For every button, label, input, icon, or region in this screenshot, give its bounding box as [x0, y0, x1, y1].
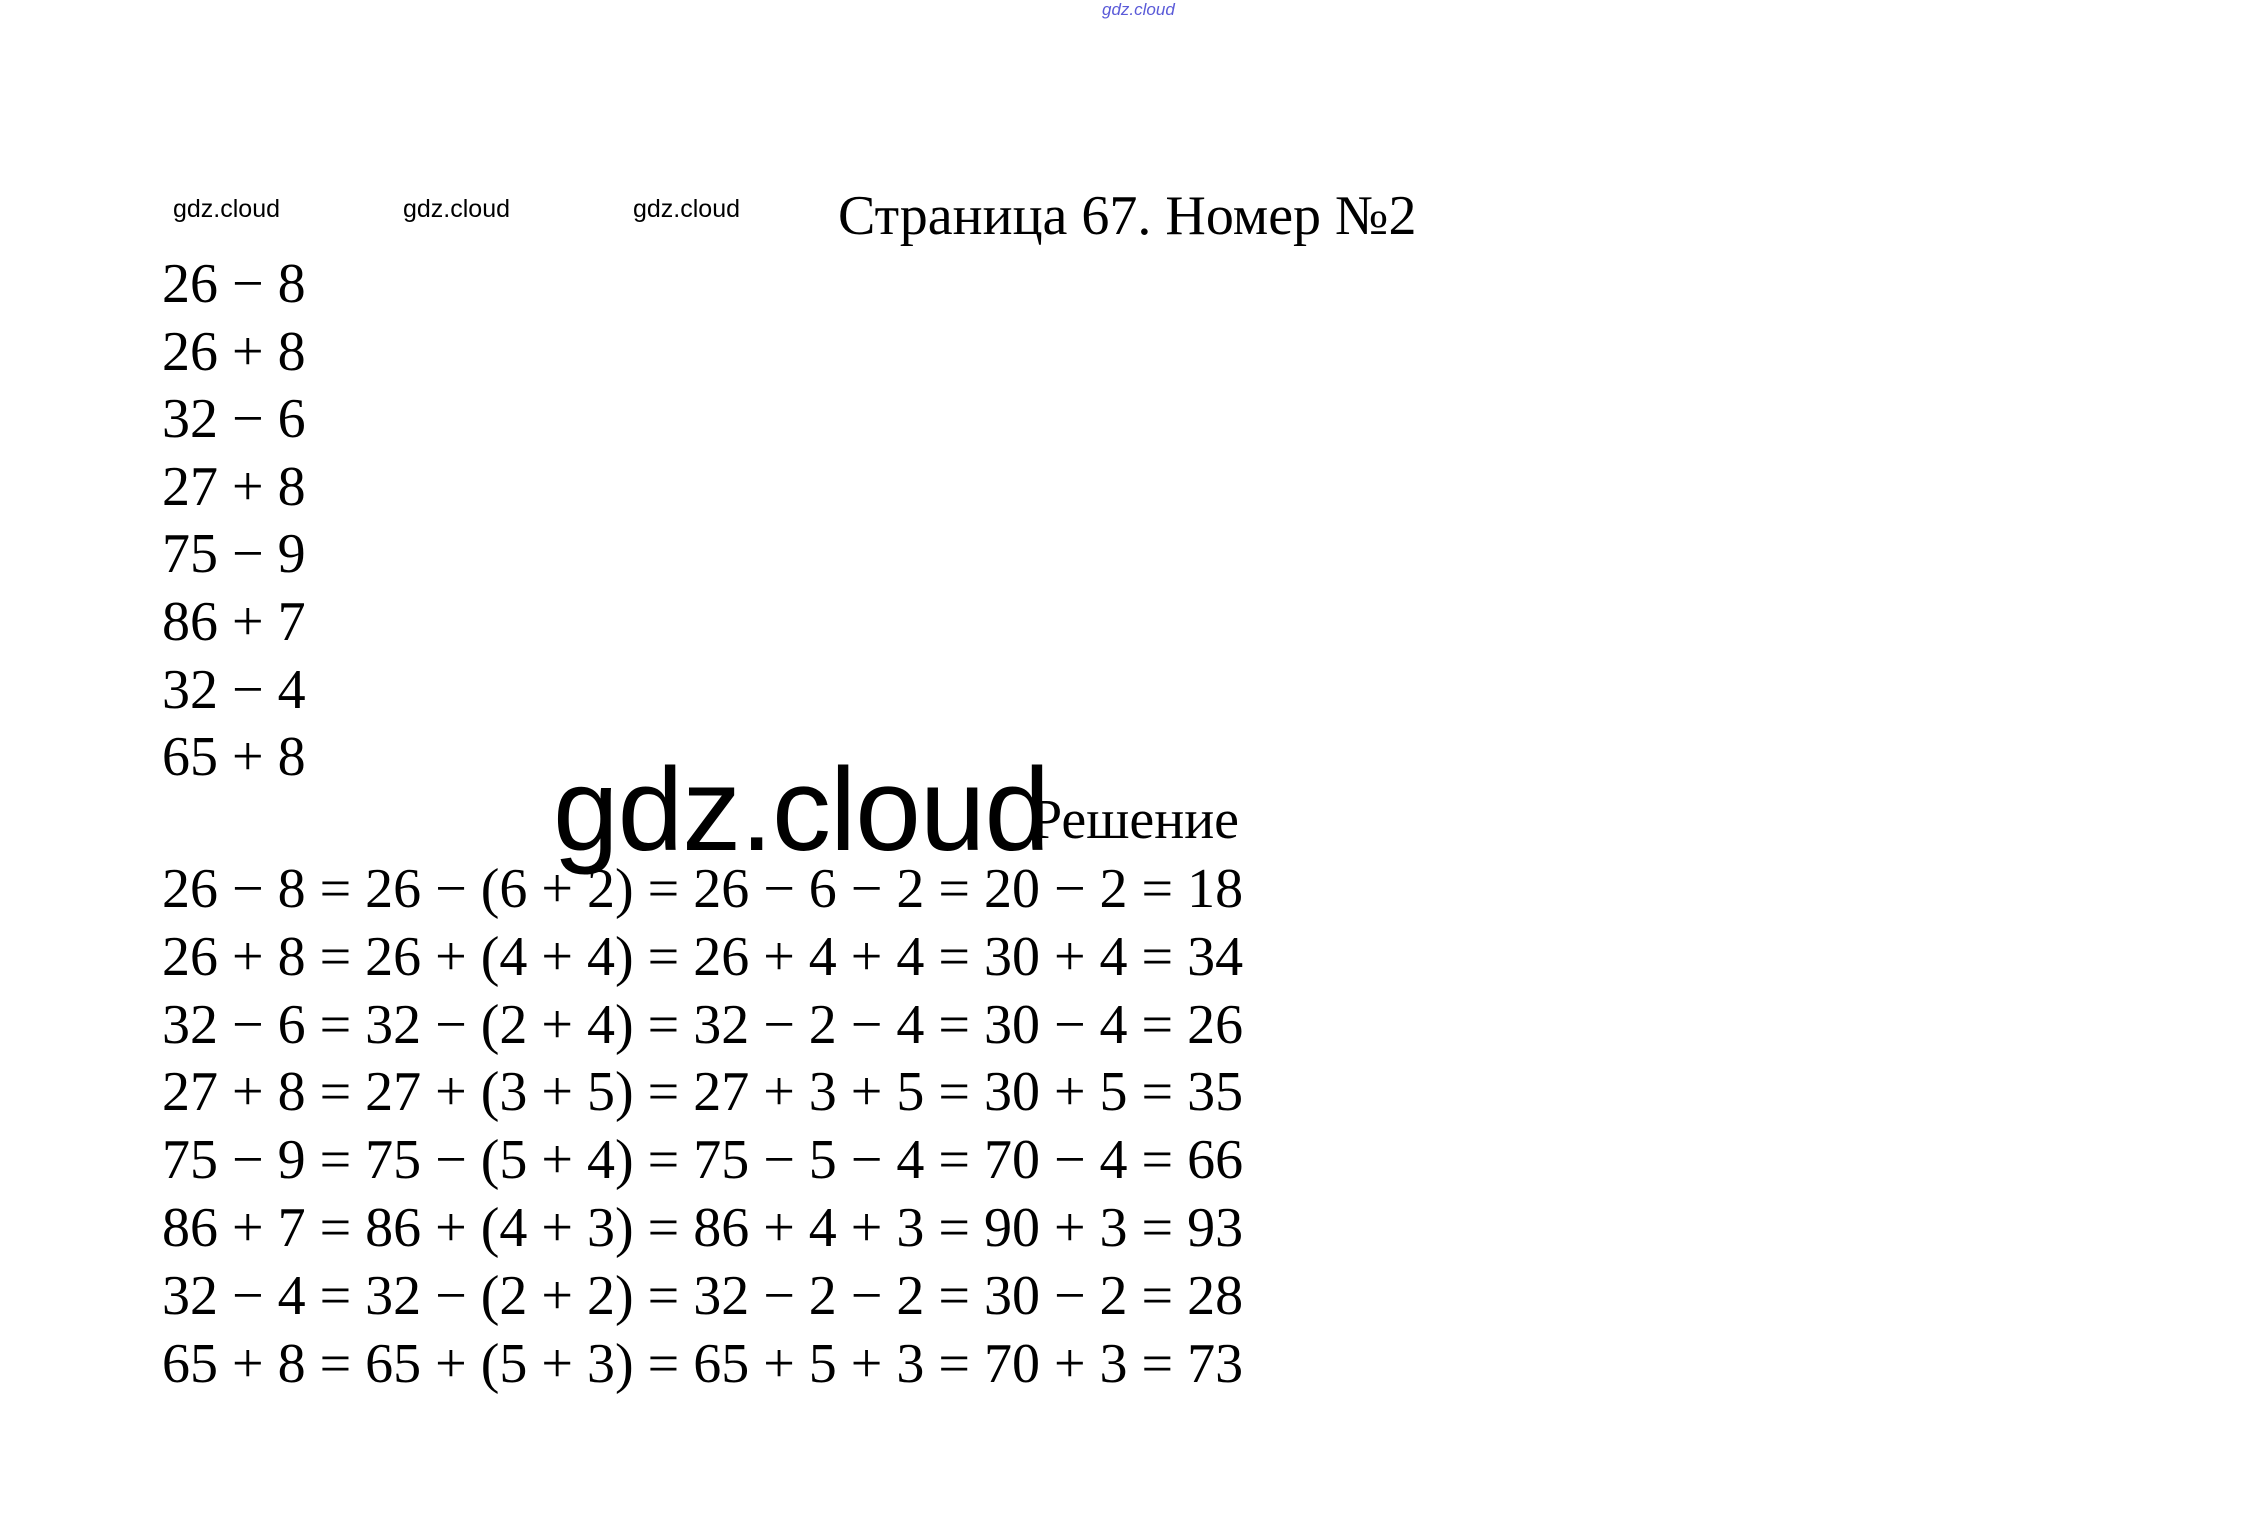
watermark-small-1: gdz.cloud: [173, 195, 281, 223]
solution-heading: Решение: [1031, 789, 1240, 851]
task-expression: 26 + 8: [162, 320, 306, 383]
task-expression: 65 + 8: [162, 726, 306, 789]
solution-line: 32 − 6 = 32 − (2 + 4) = 32 − 2 − 4 = 30 − 4 = 26: [162, 993, 1244, 1056]
solution-line: 26 + 8 = 26 + (4 + 4) = 26 + 4 + 4 = 30 + 4 = 34: [162, 925, 1244, 988]
watermark-large: gdz.cloud: [553, 744, 1050, 876]
watermark-top: gdz.cloud: [1102, 0, 1175, 19]
page-title: Страница 67. Номер №2: [838, 185, 1417, 247]
solution-line: 75 − 9 = 75 − (5 + 4) = 75 − 5 − 4 = 70 − 4 = 66: [162, 1129, 1244, 1192]
task-expression: 32 − 4: [162, 658, 306, 721]
task-expression: 26 − 8: [162, 253, 306, 315]
solution-line: 65 + 8 = 65 + (5 + 3) = 65 + 5 + 3 = 70 + 3 = 73: [162, 1332, 1244, 1395]
solution-list: [162, 856, 1243, 1398]
solution-line: 27 + 8 = 27 + (3 + 5) = 27 + 3 + 5 = 30 + 5 = 35: [162, 1061, 1244, 1124]
task-expression: 32 − 6: [162, 388, 306, 451]
task-expression: 86 + 7: [162, 590, 306, 653]
watermark-small-2: gdz.cloud: [403, 195, 511, 223]
solution-line: 26 − 8 = 26 − (6 + 2) = 26 − 6 − 2 = 20 − 2 = 18: [162, 858, 1244, 920]
watermark-small-3: gdz.cloud: [633, 195, 741, 223]
solution-line: 32 − 4 = 32 − (2 + 2) = 32 − 2 − 2 = 30 − 2 = 28: [162, 1264, 1244, 1327]
solution-line: 86 + 7 = 86 + (4 + 3) = 86 + 4 + 3 = 90 + 3 = 93: [162, 1196, 1244, 1259]
task-expression: 75 − 9: [162, 523, 306, 586]
task-list: [162, 251, 306, 792]
task-expression: 27 + 8: [162, 455, 306, 518]
